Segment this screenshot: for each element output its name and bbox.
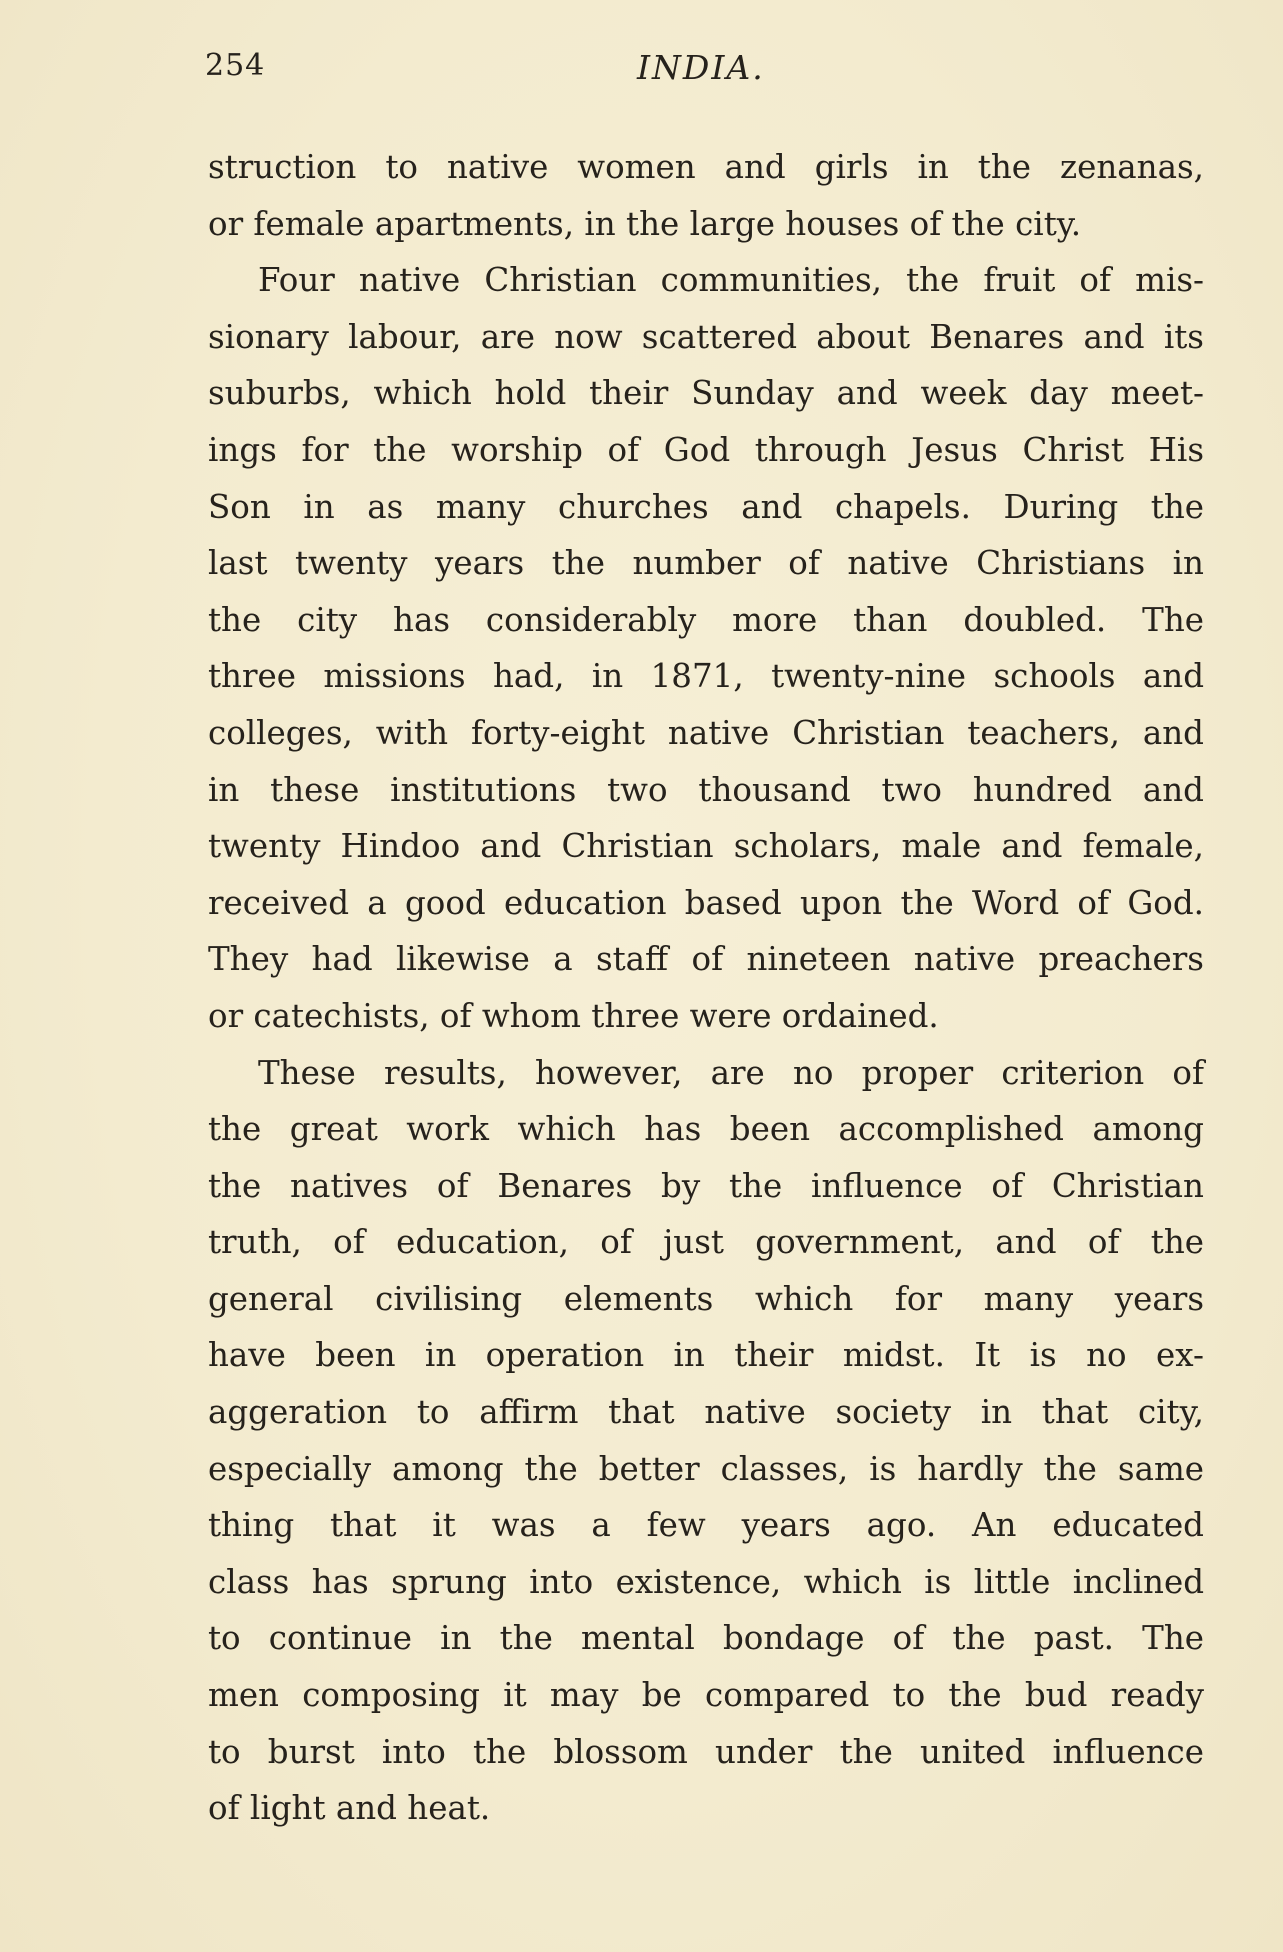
text-line: sionary labour, are now scattered about Benares and its bbox=[208, 317, 1204, 356]
text-line: or female apartments, in the large houses of the city. bbox=[208, 204, 1082, 243]
text-line: men composing it may be compared to the bud ready bbox=[208, 1676, 1204, 1715]
text-line: have been in operation in their midst. It is no ex- bbox=[208, 1336, 1204, 1375]
text-line: colleges, with forty-eight native Christian teachers, and bbox=[208, 713, 1204, 752]
page-number: 254 bbox=[205, 48, 266, 83]
text-line: thing that it was a few years ago. An educated bbox=[208, 1506, 1204, 1545]
text-line: or catechists, of whom three were ordained. bbox=[208, 996, 939, 1035]
text-line: class has sprung into existence, which is little inclined bbox=[208, 1562, 1204, 1601]
text-line: to burst into the blossom under the united influence bbox=[208, 1732, 1204, 1771]
text-line: general civilising elements which for many years bbox=[208, 1279, 1204, 1318]
text-line: last twenty years the number of native Christians in bbox=[208, 544, 1204, 583]
text-line: received a good education based upon the Word of God. bbox=[208, 883, 1204, 922]
text-line: suburbs, which hold their Sunday and week day meet- bbox=[208, 374, 1204, 413]
text-line: to continue in the mental bondage of the past. The bbox=[208, 1619, 1204, 1658]
page-header bbox=[0, 48, 1283, 98]
text-line: three missions had, in 1871, twenty-nine schools and bbox=[208, 657, 1204, 696]
text-line: truth, of education, of just government, and of the bbox=[208, 1223, 1204, 1262]
text-line: in these institutions two thousand two hundred and bbox=[208, 770, 1204, 809]
running-head: INDIA. bbox=[637, 48, 765, 87]
text-line: struction to native women and girls in the zenanas, bbox=[208, 148, 1204, 186]
text-line: ings for the worship of God through Jesus Christ His bbox=[208, 430, 1204, 469]
text-line: These results, however, are no proper criterion of bbox=[258, 1053, 1204, 1092]
text-line: of light and heat. bbox=[208, 1789, 491, 1828]
text-line: twenty Hindoo and Christian scholars, male and female, bbox=[208, 827, 1204, 866]
body-text bbox=[208, 139, 1204, 1837]
text-line: the city has considerably more than doubled. The bbox=[208, 600, 1204, 639]
text-line: aggeration to affirm that native society in that city, bbox=[208, 1393, 1204, 1432]
text-line: especially among the better classes, is hardly the same bbox=[208, 1449, 1204, 1488]
text-line: Four native Christian communities, the fruit of mis- bbox=[258, 261, 1204, 300]
text-line: Son in as many churches and chapels. During the bbox=[208, 487, 1204, 526]
text-line: the great work which has been accomplished among bbox=[208, 1110, 1204, 1149]
text-line: the natives of Benares by the influence of Christian bbox=[208, 1166, 1204, 1205]
text-line: They had likewise a staff of nineteen native preachers bbox=[208, 940, 1204, 979]
